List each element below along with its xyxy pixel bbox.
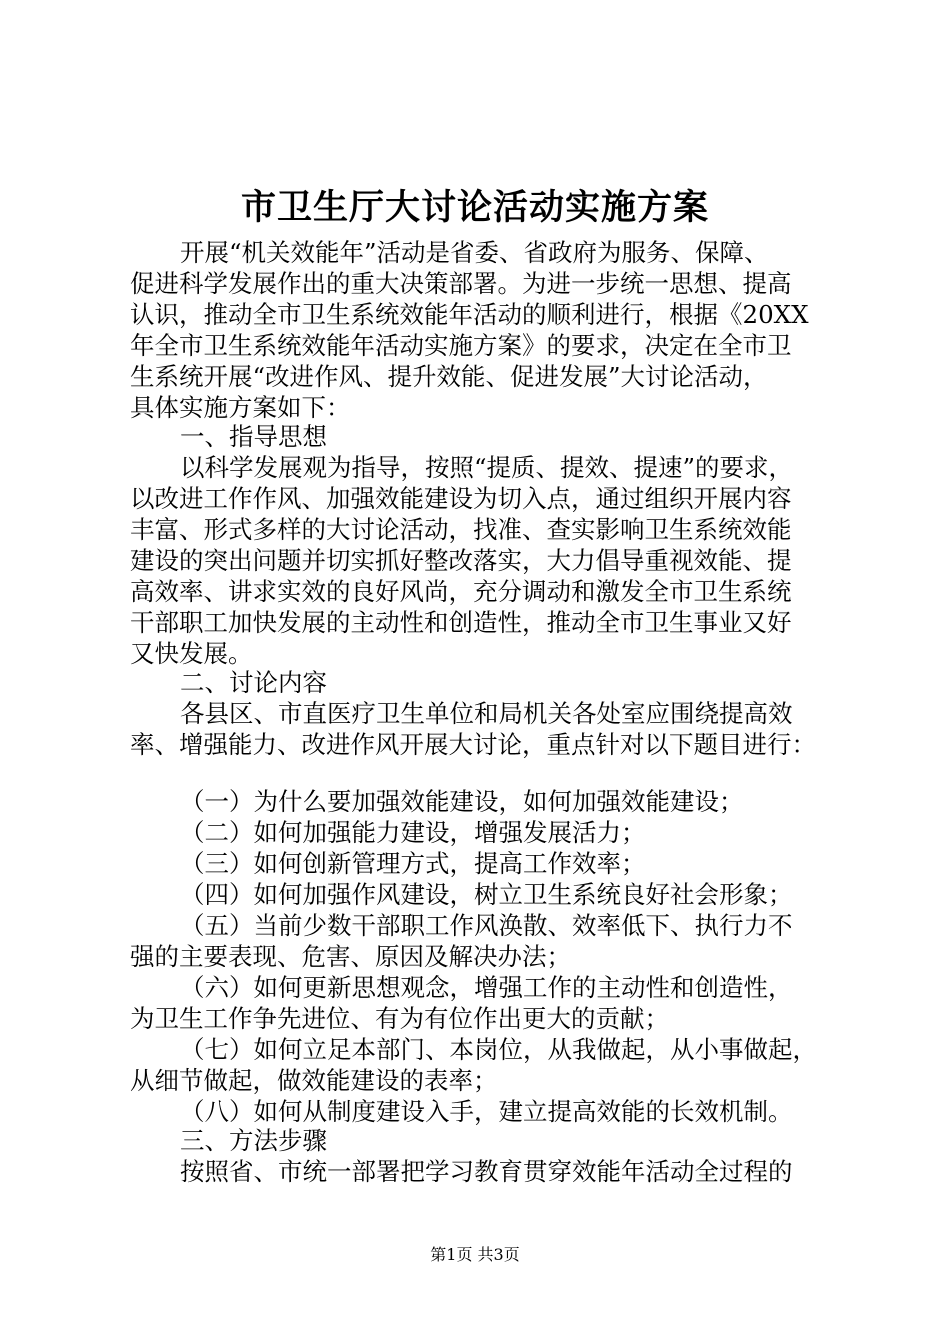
body-line: 生系统开展“改进作风、提升效能、促进发展”大讨论活动，: [130, 362, 768, 391]
body-line: 促进科学发展作出的重大决策部署。为进一步统一思想、提高: [130, 269, 792, 298]
document-title: 市卫生厅大讨论活动实施方案: [240, 187, 709, 228]
body-line: 又快发展。: [130, 639, 253, 668]
body-line: 建设的突出问题并切实抓好整改落实，大力倡导重视效能、提: [130, 546, 792, 575]
body-line: 认识，推动全市卫生系统效能年活动的顺利进行，根据《20XX: [130, 300, 809, 329]
list-item: （一）为什么要加强效能建设，如何加强效能建设；: [180, 787, 744, 816]
body-line: 开展“机关效能年”活动是省委、省政府为服务、保障、: [180, 238, 769, 267]
list-item: （二）如何加强能力建设，增强发展活力；: [180, 818, 646, 847]
body-line: 率、增强能力、改进作风开展大讨论，重点针对以下题目进行：: [130, 730, 816, 759]
body-line: 年全市卫生系统效能年活动实施方案》的要求，决定在全市卫: [130, 331, 792, 360]
body-line: 以改进工作作风、加强效能建设为切入点，通过组织开展内容: [130, 484, 792, 513]
list-item-continued: 强的主要表现、危害、原因及解决办法；: [130, 942, 571, 971]
section-heading: 一、指导思想: [180, 422, 327, 451]
list-item: （四）如何加强作风建设，树立卫生系统良好社会形象；: [180, 880, 793, 909]
list-item: （三）如何创新管理方式，提高工作效率；: [180, 849, 646, 878]
body-line: 干部职工加快发展的主动性和创造性，推动全市卫生事业又好: [130, 608, 792, 637]
list-item-continued: 为卫生工作争先进位、有为有位作出更大的贡献；: [130, 1004, 669, 1033]
body-line: 丰富、形式多样的大讨论活动，找准、查实影响卫生系统效能: [130, 515, 792, 544]
section-heading: 三、方法步骤: [180, 1126, 327, 1155]
list-item: （八）如何从制度建设入手，建立提高效能的长效机制。: [180, 1097, 793, 1126]
page-footer: 第1页 共3页: [430, 1245, 520, 1264]
body-line: 高效率、讲求实效的良好风尚，充分调动和激发全市卫生系统: [130, 577, 792, 606]
list-item-continued: 从细节做起，做效能建设的表率；: [130, 1066, 498, 1095]
body-line: 以科学发展观为指导，按照“提质、提效、提速”的要求，: [180, 453, 794, 482]
list-item: （五）当前少数干部职工作风涣散、效率低下、执行力不: [180, 911, 793, 940]
body-line: 按照省、市统一部署把学习教育贯穿效能年活动全过程的: [180, 1157, 793, 1186]
body-line: 具体实施方案如下：: [130, 393, 351, 422]
list-item: （六）如何更新思想观念，增强工作的主动性和创造性，: [180, 973, 793, 1002]
section-heading: 二、讨论内容: [180, 668, 327, 697]
list-item: （七）如何立足本部门、本岗位，从我做起，从小事做起，: [180, 1035, 817, 1064]
body-line: 各县区、市直医疗卫生单位和局机关各处室应围绕提高效: [180, 699, 793, 728]
